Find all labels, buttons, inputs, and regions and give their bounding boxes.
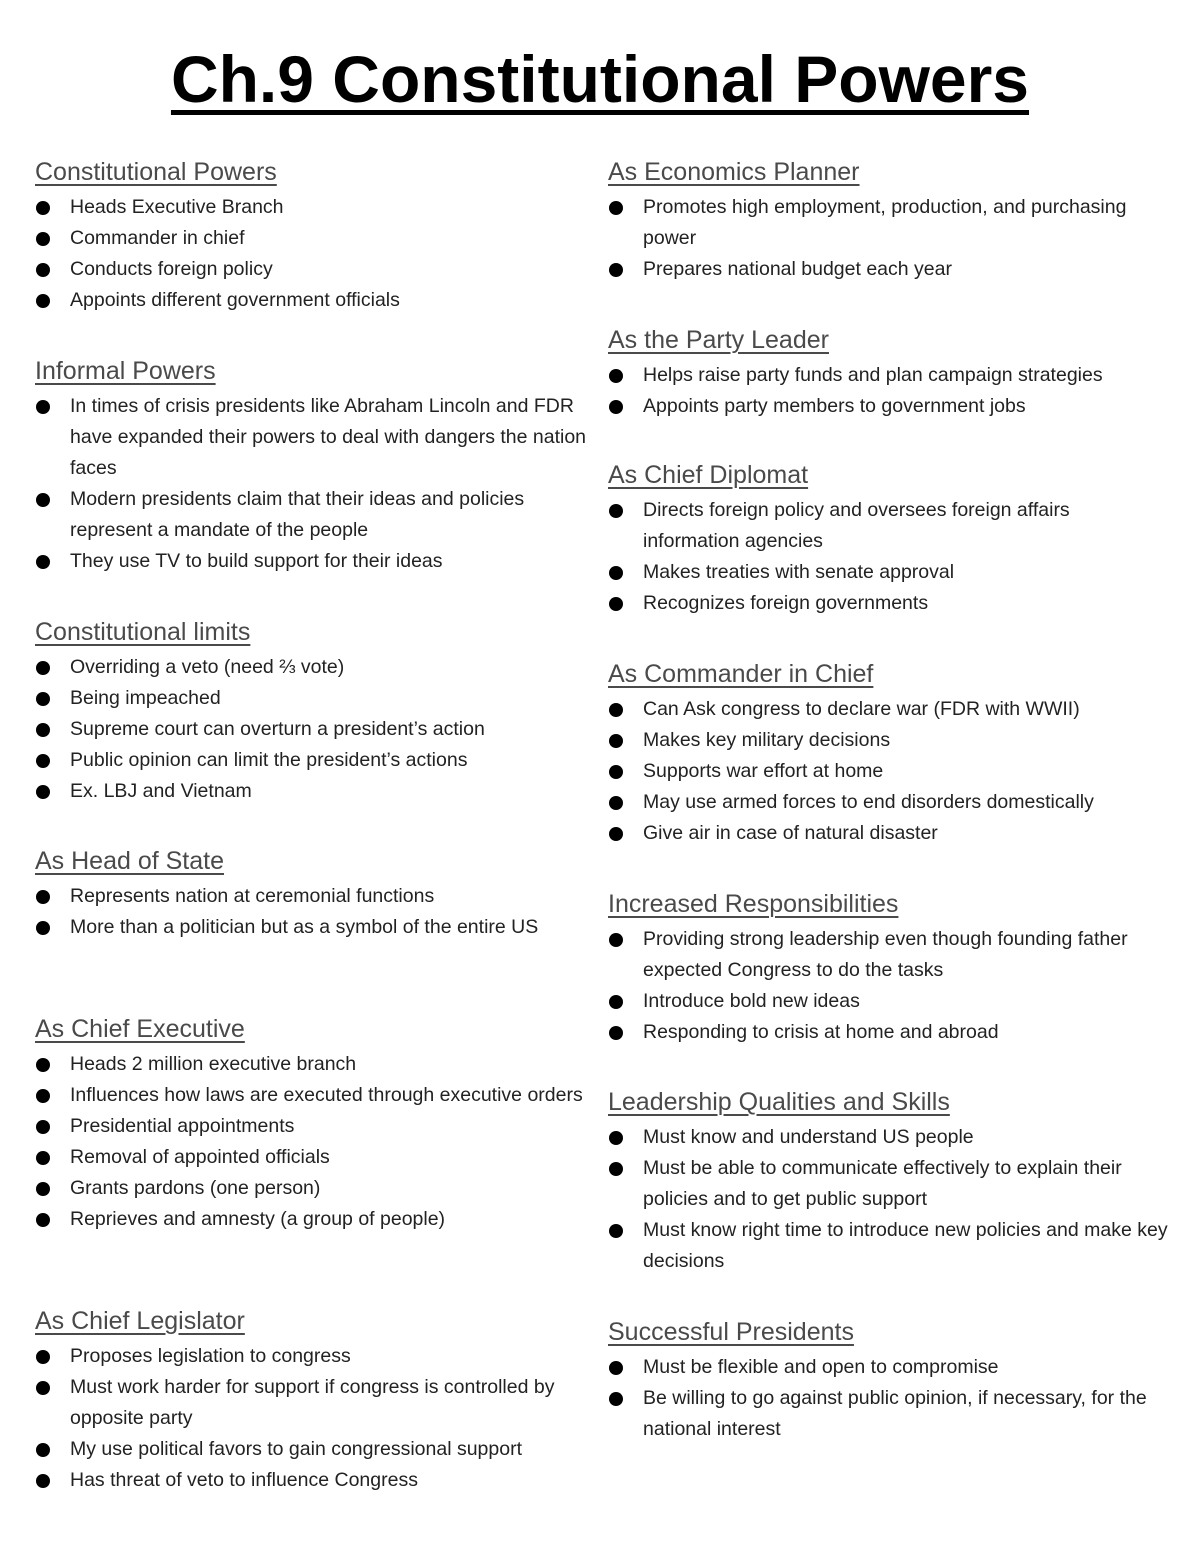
list-item-text: Appoints different government officials [70, 289, 400, 311]
section-heading: Increased Responsibilities [608, 890, 899, 918]
section-head-of-state [35, 845, 595, 943]
list-item [35, 1465, 595, 1496]
bullet-dot-icon [609, 263, 623, 277]
bullet-dot-icon [36, 1350, 50, 1364]
list-item-text: Represents nation at ceremonial functions [70, 885, 435, 907]
list-item [35, 776, 595, 807]
section-informal-powers [35, 355, 595, 577]
list-item [608, 360, 1168, 391]
list-item-text: Public opinion can limit the president’s actions [70, 749, 468, 771]
list-item [608, 557, 1168, 588]
section-heading: Leadership Qualities and Skills [608, 1088, 950, 1116]
list-item-text: Must be able to communicate effectively to explain their policies and to get public support [643, 1157, 1122, 1210]
bullet-dot-icon [609, 703, 623, 717]
list-item [608, 254, 1168, 285]
bullet-list [608, 495, 1168, 619]
list-item [35, 912, 595, 943]
list-item [35, 1341, 595, 1372]
section-constitutional-powers [35, 156, 595, 316]
list-item-text: Must be flexible and open to compromise [643, 1356, 999, 1378]
bullet-dot-icon [36, 921, 50, 935]
section-heading: Constitutional limits [35, 618, 251, 646]
list-item [35, 192, 595, 223]
bullet-dot-icon [36, 1120, 50, 1134]
section-economics-planner [608, 156, 1168, 285]
bullet-list [35, 192, 595, 316]
list-item-text: Supreme court can overturn a president’s action [70, 718, 485, 740]
list-item-text: Has threat of veto to influence Congress [70, 1469, 418, 1491]
list-item [35, 745, 595, 776]
list-item [608, 986, 1168, 1017]
list-item [608, 495, 1168, 557]
bullet-dot-icon [609, 1162, 623, 1176]
list-item-text: Promotes high employment, production, and purchasing power [643, 196, 1127, 249]
section-chief-executive [35, 1013, 595, 1235]
bullet-dot-icon [609, 734, 623, 748]
list-item [608, 1383, 1168, 1445]
bullet-dot-icon [36, 1474, 50, 1488]
section-commander-in-chief [608, 658, 1168, 849]
list-item-text: Appoints party members to government jobs [643, 395, 1026, 417]
bullet-dot-icon [36, 890, 50, 904]
bullet-dot-icon [609, 597, 623, 611]
list-item-text: Responding to crisis at home and abroad [643, 1021, 999, 1043]
bullet-dot-icon [609, 369, 623, 383]
list-item [35, 881, 595, 912]
list-item-text: May use armed forces to end disorders domestically [643, 791, 1094, 813]
bullet-dot-icon [609, 933, 623, 947]
bullet-dot-icon [36, 785, 50, 799]
list-item [35, 1049, 595, 1080]
bullet-list [608, 192, 1168, 285]
list-item [608, 694, 1168, 725]
bullet-dot-icon [609, 1361, 623, 1375]
section-heading: As the Party Leader [608, 326, 829, 354]
list-item-text: Must work harder for support if congress is controlled by opposite party [70, 1376, 555, 1429]
list-item-text: More than a politician but as a symbol of the entire US [70, 916, 539, 938]
bullet-list [35, 652, 595, 807]
bullet-dot-icon [36, 201, 50, 215]
bullet-dot-icon [36, 263, 50, 277]
bullet-dot-icon [609, 796, 623, 810]
bullet-dot-icon [609, 1026, 623, 1040]
list-item-text: Can Ask congress to declare war (FDR with WWII) [643, 698, 1080, 720]
section-constitutional-limits [35, 616, 595, 807]
bullet-dot-icon [609, 400, 623, 414]
bullet-dot-icon [609, 827, 623, 841]
section-heading: As Chief Legislator [35, 1307, 245, 1335]
list-item-text: My use political favors to gain congressional support [70, 1438, 522, 1460]
list-item-text: Give air in case of natural disaster [643, 822, 938, 844]
list-item-text: Heads 2 million executive branch [70, 1053, 357, 1075]
list-item [608, 588, 1168, 619]
list-item-text: Must know and understand US people [643, 1126, 974, 1148]
section-heading: Successful Presidents [608, 1318, 854, 1346]
section-increased-responsibilities [608, 888, 1168, 1048]
bullet-list [35, 1341, 595, 1496]
list-item [35, 1080, 595, 1111]
list-item-text: Heads Executive Branch [70, 196, 284, 218]
list-item-text: Makes treaties with senate approval [643, 561, 955, 583]
list-item-text: Commander in chief [70, 227, 245, 249]
list-item [608, 1352, 1168, 1383]
bullet-dot-icon [36, 493, 50, 507]
list-item [608, 818, 1168, 849]
list-item-text: Must know right time to introduce new policies and make key decisions [643, 1219, 1168, 1272]
bullet-dot-icon [36, 723, 50, 737]
list-item-text: Grants pardons (one person) [70, 1177, 321, 1199]
list-item [35, 1111, 595, 1142]
list-item-text: In times of crisis presidents like Abraham Lincoln and FDR have expanded their powers to deal with dangers the nation faces [70, 395, 587, 479]
list-item-text: Proposes legislation to congress [70, 1345, 351, 1367]
bullet-dot-icon [36, 1213, 50, 1227]
bullet-list [608, 924, 1168, 1048]
section-party-leader [608, 324, 1168, 422]
list-item-text: Helps raise party funds and plan campaign strategies [643, 364, 1103, 386]
bullet-list [608, 1122, 1168, 1277]
bullet-dot-icon [609, 201, 623, 215]
bullet-list [35, 1049, 595, 1235]
list-item [608, 1122, 1168, 1153]
bullet-list [608, 1352, 1168, 1445]
bullet-dot-icon [36, 1182, 50, 1196]
section-heading: As Chief Executive [35, 1015, 245, 1043]
list-item-text: Providing strong leadership even though founding father expected Congress to do the tasks [643, 928, 1128, 981]
bullet-dot-icon [36, 1381, 50, 1395]
bullet-dot-icon [36, 1058, 50, 1072]
list-item-text: They use TV to build support for their ideas [70, 550, 443, 572]
bullet-dot-icon [36, 1089, 50, 1103]
list-item [35, 1142, 595, 1173]
list-item [35, 1173, 595, 1204]
bullet-list [608, 360, 1168, 422]
list-item-text: Be willing to go against public opinion, if necessary, for the national interest [643, 1387, 1147, 1440]
bullet-dot-icon [36, 692, 50, 706]
list-item-text: Prepares national budget each year [643, 258, 952, 280]
bullet-list [35, 881, 595, 943]
list-item [35, 714, 595, 745]
list-item [608, 1017, 1168, 1048]
list-item-text: Overriding a veto (need ⅔ vote) [70, 656, 345, 678]
bullet-dot-icon [609, 1392, 623, 1406]
section-chief-legislator [35, 1305, 595, 1496]
page-title: Ch.9 Constitutional Powers [170, 42, 1030, 116]
list-item-text: Directs foreign policy and oversees foreign affairs information agencies [643, 499, 1070, 552]
list-item-text: Influences how laws are executed through executive orders [70, 1084, 583, 1106]
bullet-dot-icon [36, 232, 50, 246]
list-item [35, 223, 595, 254]
list-item [608, 391, 1168, 422]
list-item [608, 725, 1168, 756]
bullet-dot-icon [609, 504, 623, 518]
list-item-text: Being impeached [70, 687, 221, 709]
section-successful-presidents [608, 1316, 1168, 1445]
bullet-dot-icon [609, 1224, 623, 1238]
list-item [35, 1372, 595, 1434]
bullet-dot-icon [36, 754, 50, 768]
section-chief-diplomat [608, 459, 1168, 619]
list-item [35, 1434, 595, 1465]
list-item [35, 254, 595, 285]
bullet-dot-icon [609, 995, 623, 1009]
bullet-list [35, 391, 595, 577]
section-leadership-qualities [608, 1086, 1168, 1277]
list-item-text: Presidential appointments [70, 1115, 295, 1137]
bullet-dot-icon [36, 555, 50, 569]
list-item-text: Conducts foreign policy [70, 258, 273, 280]
section-heading: Informal Powers [35, 357, 216, 385]
bullet-dot-icon [36, 1443, 50, 1457]
list-item [608, 1153, 1168, 1215]
bullet-dot-icon [609, 566, 623, 580]
section-heading: As Head of State [35, 847, 225, 875]
section-heading: Constitutional Powers [35, 158, 277, 186]
bullet-dot-icon [609, 1131, 623, 1145]
bullet-dot-icon [36, 294, 50, 308]
list-item [35, 683, 595, 714]
list-item [35, 484, 595, 546]
list-item [608, 787, 1168, 818]
list-item-text: Recognizes foreign governments [643, 592, 929, 614]
section-heading: As Economics Planner [608, 158, 860, 186]
list-item [608, 1215, 1168, 1277]
list-item-text: Reprieves and amnesty (a group of people) [70, 1208, 446, 1230]
list-item-text: Introduce bold new ideas [643, 990, 860, 1012]
bullet-dot-icon [609, 765, 623, 779]
list-item [35, 285, 595, 316]
list-item-text: Removal of appointed officials [70, 1146, 330, 1168]
list-item [35, 391, 595, 484]
bullet-dot-icon [36, 661, 50, 675]
list-item [608, 192, 1168, 254]
bullet-list [608, 694, 1168, 849]
list-item-text: Supports war effort at home [643, 760, 884, 782]
list-item [608, 756, 1168, 787]
list-item-text: Makes key military decisions [643, 729, 891, 751]
list-item [35, 652, 595, 683]
list-item-text: Modern presidents claim that their ideas and policies represent a mandate of the people [70, 488, 525, 541]
list-item [35, 546, 595, 577]
list-item-text: Ex. LBJ and Vietnam [70, 780, 252, 802]
section-heading: As Chief Diplomat [608, 461, 809, 489]
list-item [35, 1204, 595, 1235]
bullet-dot-icon [36, 400, 50, 414]
section-heading: As Commander in Chief [608, 660, 874, 688]
bullet-dot-icon [36, 1151, 50, 1165]
list-item [608, 924, 1168, 986]
